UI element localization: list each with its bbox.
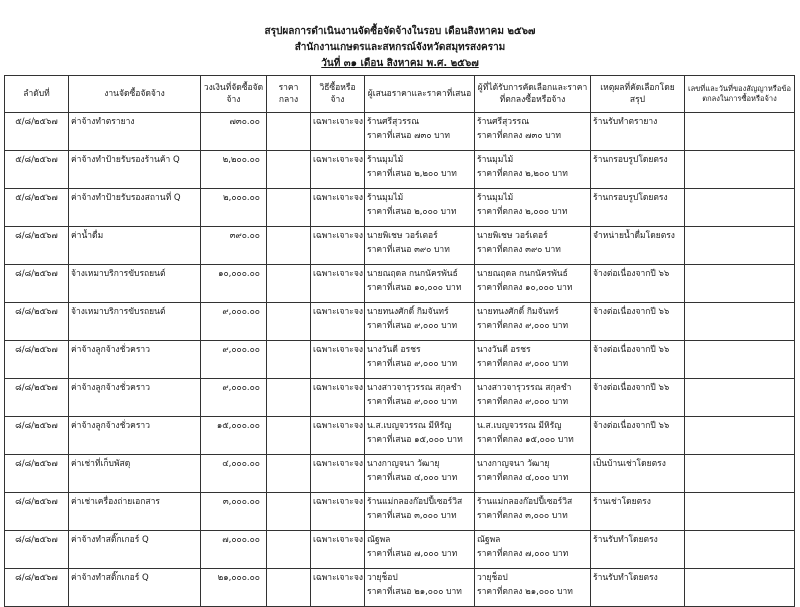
table-row bbox=[5, 569, 795, 607]
row-median bbox=[267, 455, 311, 493]
row-agreed-price: ราคาที่ตกลง ๗,๐๐๐ บาท bbox=[477, 549, 569, 559]
row-agreed-price: ราคาที่ตกลง ๒๑,๐๐๐ บาท bbox=[477, 587, 573, 597]
row-date: ๕/๘/๒๕๖๗ bbox=[5, 189, 69, 227]
row-bidder: น.ส.เบญจวรรณ มีหิรัญ bbox=[367, 421, 452, 431]
row-reason: ร้านเช่าโดยตรง bbox=[591, 493, 685, 531]
row-reason: จ้างต่อเนื่องจากปี ๖๖ bbox=[591, 303, 685, 341]
row-contract bbox=[685, 151, 795, 189]
col-budget: วงเงินที่จัดซื้อจัดจ้าง bbox=[201, 76, 267, 113]
row-budget: ๙,๐๐๐.๐๐ bbox=[201, 341, 267, 379]
table-row bbox=[5, 455, 795, 493]
row-winner: นางวันดี อรชร bbox=[477, 345, 531, 355]
row-median bbox=[267, 493, 311, 531]
row-bid-price: ราคาที่เสนอ ๒๑,๐๐๐ บาท bbox=[367, 587, 462, 597]
row-bidder-cell bbox=[365, 189, 475, 227]
row-agreed-price: ราคาที่ตกลง ๒,๐๐๐ บาท bbox=[477, 207, 568, 217]
row-contract bbox=[685, 303, 795, 341]
table-row bbox=[5, 113, 795, 151]
row-method: เฉพาะเจาะจง bbox=[311, 493, 365, 531]
row-agreed-price: ราคาที่ตกลง ๓๙๐ บาท bbox=[477, 245, 561, 255]
row-winner: ร้านมุมไม้ bbox=[477, 193, 514, 203]
row-task: ค่าจ้างทำสติ๊กเกอร์ Q bbox=[69, 569, 201, 607]
row-winner-cell bbox=[475, 303, 591, 341]
row-bidder: ร้านมุมไม้ bbox=[367, 155, 404, 165]
row-winner: ร้านแม่กลองก๊อปปี้เซอร์วิส bbox=[477, 497, 573, 507]
office-name: สำนักงานเกษตรและสหกรณ์จังหวัดสมุทรสงคราม bbox=[294, 42, 506, 53]
report-date: วันที่ ๓๑ เดือน สิงหาคม พ.ศ. ๒๕๖๗ bbox=[321, 58, 479, 69]
row-median bbox=[267, 303, 311, 341]
row-bid-price: ราคาที่เสนอ ๒,๒๐๐ บาท bbox=[367, 169, 457, 179]
row-task: จ้างเหมาบริการขับรถยนต์ bbox=[69, 265, 201, 303]
row-bidder-cell bbox=[365, 265, 475, 303]
row-budget: ๗,๐๐๐.๐๐ bbox=[201, 531, 267, 569]
row-budget: ๗๓๐.๐๐ bbox=[201, 113, 267, 151]
row-bid-price: ราคาที่เสนอ ๓๙๐ บาท bbox=[367, 245, 450, 255]
procurement-table bbox=[4, 75, 795, 607]
row-bidder-cell bbox=[365, 379, 475, 417]
row-winner: ร้านมุมไม้ bbox=[477, 155, 514, 165]
row-task: ค่าจ้างทำป้ายรับรองร้านค้า Q bbox=[69, 151, 201, 189]
row-bidder: นายณฤดล กนกนัครพันธ์ bbox=[367, 269, 458, 279]
row-date: ๘/๘/๒๕๖๗ bbox=[5, 417, 69, 455]
row-contract bbox=[685, 493, 795, 531]
row-bid-price: ราคาที่เสนอ ๙,๐๐๐ บาท bbox=[367, 359, 458, 369]
row-bidder-cell bbox=[365, 455, 475, 493]
table-row bbox=[5, 417, 795, 455]
row-date: ๘/๘/๒๕๖๗ bbox=[5, 455, 69, 493]
row-winner-cell bbox=[475, 151, 591, 189]
row-budget: ๙,๐๐๐.๐๐ bbox=[201, 379, 267, 417]
row-median bbox=[267, 113, 311, 151]
row-date: ๘/๘/๒๕๖๗ bbox=[5, 531, 69, 569]
col-method: วิธีซื้อหรือจ้าง bbox=[311, 76, 365, 113]
row-budget: ๓๙๐.๐๐ bbox=[201, 227, 267, 265]
row-date: ๘/๘/๒๕๖๗ bbox=[5, 303, 69, 341]
row-budget: ๒๑,๐๐๐.๐๐ bbox=[201, 569, 267, 607]
row-contract bbox=[685, 455, 795, 493]
row-task: ค่าจ้างทำตรายาง bbox=[69, 113, 201, 151]
row-winner: นางสาวจารุวรรณ สกุลชำ bbox=[477, 383, 572, 393]
row-date: ๘/๘/๒๕๖๗ bbox=[5, 493, 69, 531]
row-method: เฉพาะเจาะจง bbox=[311, 151, 365, 189]
table-row bbox=[5, 265, 795, 303]
row-date: ๕/๘/๒๕๖๗ bbox=[5, 113, 69, 151]
row-method: เฉพาะเจาะจง bbox=[311, 417, 365, 455]
row-agreed-price: ราคาที่ตกลง ๙,๐๐๐ บาท bbox=[477, 397, 569, 407]
row-method: เฉพาะเจาะจง bbox=[311, 303, 365, 341]
col-contract: เลขที่และวันที่ของสัญญาหรือข้อตกลงในการซื้อหรือจ้าง bbox=[685, 76, 795, 113]
row-reason: ร้านรับทำตรายาง bbox=[591, 113, 685, 151]
row-winner: น.ส.เบญจวรรณ มีหิรัญ bbox=[477, 421, 562, 431]
table-row bbox=[5, 303, 795, 341]
row-bidder-cell bbox=[365, 303, 475, 341]
col-reason: เหตุผลที่คัดเลือกโดยสรุป bbox=[591, 76, 685, 113]
row-bid-price: ราคาที่เสนอ ๔,๐๐๐ บาท bbox=[367, 473, 458, 483]
row-winner-cell bbox=[475, 569, 591, 607]
row-task: จ้างเหมาบริการขับรถยนต์ bbox=[69, 303, 201, 341]
row-method: เฉพาะเจาะจง bbox=[311, 227, 365, 265]
row-winner: วายุช็อป bbox=[477, 573, 508, 583]
row-bidder-cell bbox=[365, 113, 475, 151]
row-agreed-price: ราคาที่ตกลง ๙,๐๐๐ บาท bbox=[477, 321, 569, 331]
row-median bbox=[267, 569, 311, 607]
row-reason: จ้างต่อเนื่องจากปี ๖๖ bbox=[591, 417, 685, 455]
row-budget: ๑๕,๐๐๐.๐๐ bbox=[201, 417, 267, 455]
row-median bbox=[267, 189, 311, 227]
row-winner-cell bbox=[475, 227, 591, 265]
row-contract bbox=[685, 265, 795, 303]
row-task: ค่าเช่าที่เก็บพัสดุ bbox=[69, 455, 201, 493]
row-method: เฉพาะเจาะจง bbox=[311, 379, 365, 417]
row-bidder: นางสาวจารุวรรณ สกุลชำ bbox=[367, 383, 462, 393]
row-agreed-price: ราคาที่ตกลง ๑๕,๐๐๐ บาท bbox=[477, 435, 574, 445]
row-reason: ร้านกรอบรูปโดยตรง bbox=[591, 151, 685, 189]
row-contract bbox=[685, 189, 795, 227]
row-bid-price: ราคาที่เสนอ ๙,๐๐๐ บาท bbox=[367, 321, 458, 331]
report-title: สรุปผลการดำเนินงานจัดซื้อจัดจ้างในรอบ เดือนสิงหาคม ๒๕๖๗ bbox=[264, 26, 536, 37]
row-median bbox=[267, 341, 311, 379]
row-task: ค่าจ้างทำป้ายรับรองสถานที่ Q bbox=[69, 189, 201, 227]
row-winner-cell bbox=[475, 113, 591, 151]
row-contract bbox=[685, 113, 795, 151]
row-date: ๘/๘/๒๕๖๗ bbox=[5, 227, 69, 265]
row-winner: นางกาญจนา วัฒายุ bbox=[477, 459, 550, 469]
row-contract bbox=[685, 379, 795, 417]
row-reason: ร้านรับทำโดยตรง bbox=[591, 531, 685, 569]
row-bidder: นางวันดี อรชร bbox=[367, 345, 421, 355]
row-winner: ร้านศรีสุวรรณ bbox=[477, 117, 530, 127]
row-bid-price: ราคาที่เสนอ ๒,๐๐๐ บาท bbox=[367, 207, 457, 217]
row-contract bbox=[685, 227, 795, 265]
row-agreed-price: ราคาที่ตกลง ๗๓๐ บาท bbox=[477, 131, 561, 141]
row-bidder: ร้านศรีสุวรรณ bbox=[367, 117, 420, 127]
row-budget: ๔,๐๐๐.๐๐ bbox=[201, 455, 267, 493]
row-date: ๘/๘/๒๕๖๗ bbox=[5, 379, 69, 417]
row-bidder-cell bbox=[365, 493, 475, 531]
table-body bbox=[5, 113, 795, 607]
row-budget: ๒,๐๐๐.๐๐ bbox=[201, 189, 267, 227]
row-bidder: นางกาญจนา วัฒายุ bbox=[367, 459, 440, 469]
row-bidder: ณัฐพล bbox=[367, 535, 391, 545]
row-method: เฉพาะเจาะจง bbox=[311, 341, 365, 379]
row-winner-cell bbox=[475, 265, 591, 303]
row-bidder-cell bbox=[365, 227, 475, 265]
row-agreed-price: ราคาที่ตกลง ๓,๐๐๐ บาท bbox=[477, 511, 568, 521]
row-winner: นายพิเชษ วอร์เตอร์ bbox=[477, 231, 548, 241]
row-bidder: นายทนงศักดิ์ กิมจันทร์ bbox=[367, 307, 449, 317]
row-bid-price: ราคาที่เสนอ ๑๐,๐๐๐ บาท bbox=[367, 283, 462, 293]
row-budget: ๒,๒๐๐.๐๐ bbox=[201, 151, 267, 189]
row-median bbox=[267, 265, 311, 303]
row-budget: ๙,๐๐๐.๐๐ bbox=[201, 303, 267, 341]
row-bidder-cell bbox=[365, 417, 475, 455]
row-agreed-price: ราคาที่ตกลง ๙,๐๐๐ บาท bbox=[477, 359, 569, 369]
row-date: ๘/๘/๒๕๖๗ bbox=[5, 341, 69, 379]
row-median bbox=[267, 379, 311, 417]
row-method: เฉพาะเจาะจง bbox=[311, 531, 365, 569]
row-winner: นายทนงศักดิ์ กิมจันทร์ bbox=[477, 307, 559, 317]
row-reason: ร้านกรอบรูปโดยตรง bbox=[591, 189, 685, 227]
row-median bbox=[267, 417, 311, 455]
row-task: ค่าน้ำดื่ม bbox=[69, 227, 201, 265]
table-header-row bbox=[5, 76, 795, 113]
row-task: ค่าจ้างลูกจ้างชั่วคราว bbox=[69, 379, 201, 417]
col-task: งานจัดซื้อจัดจ้าง bbox=[69, 76, 201, 113]
table-row bbox=[5, 493, 795, 531]
table-row bbox=[5, 341, 795, 379]
row-task: ค่าเช่าเครื่องถ่ายเอกสาร bbox=[69, 493, 201, 531]
row-bidder: นายพิเชษ วอร์เตอร์ bbox=[367, 231, 438, 241]
row-winner-cell bbox=[475, 417, 591, 455]
row-reason: จ้างต่อเนื่องจากปี ๖๖ bbox=[591, 379, 685, 417]
row-task: ค่าจ้างลูกจ้างชั่วคราว bbox=[69, 417, 201, 455]
row-bidder-cell bbox=[365, 341, 475, 379]
table-row bbox=[5, 189, 795, 227]
row-winner-cell bbox=[475, 455, 591, 493]
row-budget: ๑๐,๐๐๐.๐๐ bbox=[201, 265, 267, 303]
col-winner: ผู้ที่ได้รับการคัดเลือกและราคาที่ตกลงซื้อหรือจ้าง bbox=[475, 76, 591, 113]
row-winner-cell bbox=[475, 379, 591, 417]
row-date: ๕/๘/๒๕๖๗ bbox=[5, 151, 69, 189]
row-bid-price: ราคาที่เสนอ ๗,๐๐๐ บาท bbox=[367, 549, 458, 559]
row-task: ค่าจ้างลูกจ้างชั่วคราว bbox=[69, 341, 201, 379]
row-budget: ๓,๐๐๐.๐๐ bbox=[201, 493, 267, 531]
row-bidder: ร้านแม่กลองก๊อปปี้เซอร์วิส bbox=[367, 497, 463, 507]
row-reason: จ้างต่อเนื่องจากปี ๖๖ bbox=[591, 341, 685, 379]
row-agreed-price: ราคาที่ตกลง ๒,๒๐๐ บาท bbox=[477, 169, 568, 179]
row-contract bbox=[685, 569, 795, 607]
row-bid-price: ราคาที่เสนอ ๙,๐๐๐ บาท bbox=[367, 397, 458, 407]
row-contract bbox=[685, 417, 795, 455]
row-bid-price: ราคาที่เสนอ ๗๓๐ บาท bbox=[367, 131, 450, 141]
row-bidder-cell bbox=[365, 569, 475, 607]
row-winner-cell bbox=[475, 493, 591, 531]
row-method: เฉพาะเจาะจง bbox=[311, 113, 365, 151]
row-reason: จ้างต่อเนื่องจากปี ๖๖ bbox=[591, 265, 685, 303]
row-bidder: ร้านมุมไม้ bbox=[367, 193, 404, 203]
row-method: เฉพาะเจาะจง bbox=[311, 455, 365, 493]
row-bidder-cell bbox=[365, 151, 475, 189]
row-date: ๘/๘/๒๕๖๗ bbox=[5, 265, 69, 303]
table-row bbox=[5, 379, 795, 417]
row-date: ๘/๘/๒๕๖๗ bbox=[5, 569, 69, 607]
col-median: ราคากลาง bbox=[267, 76, 311, 113]
row-winner-cell bbox=[475, 341, 591, 379]
row-reason: เป็นบ้านเช่าโดยตรง bbox=[591, 455, 685, 493]
row-bidder: วายุช็อป bbox=[367, 573, 398, 583]
table-row bbox=[5, 151, 795, 189]
col-bidders: ผู้เสนอราคาและราคาที่เสนอ bbox=[365, 76, 475, 113]
row-task: ค่าจ้างทำสติ๊กเกอร์ Q bbox=[69, 531, 201, 569]
row-winner: ณัฐพล bbox=[477, 535, 501, 545]
row-winner-cell bbox=[475, 189, 591, 227]
row-winner: นายณฤดล กนกนัครพันธ์ bbox=[477, 269, 568, 279]
table-row bbox=[5, 227, 795, 265]
row-method: เฉพาะเจาะจง bbox=[311, 569, 365, 607]
row-reason: ร้านรับทำโดยตรง bbox=[591, 569, 685, 607]
row-agreed-price: ราคาที่ตกลง ๔,๐๐๐ บาท bbox=[477, 473, 569, 483]
row-bid-price: ราคาที่เสนอ ๑๕,๐๐๐ บาท bbox=[367, 435, 463, 445]
row-median bbox=[267, 227, 311, 265]
row-method: เฉพาะเจาะจง bbox=[311, 189, 365, 227]
col-seq: ลำดับที่ bbox=[5, 76, 69, 113]
row-agreed-price: ราคาที่ตกลง ๑๐,๐๐๐ บาท bbox=[477, 283, 573, 293]
row-median bbox=[267, 151, 311, 189]
row-method: เฉพาะเจาะจง bbox=[311, 265, 365, 303]
row-bid-price: ราคาที่เสนอ ๓,๐๐๐ บาท bbox=[367, 511, 457, 521]
row-reason: จำหน่ายน้ำดื่มโดยตรง bbox=[591, 227, 685, 265]
row-contract bbox=[685, 341, 795, 379]
